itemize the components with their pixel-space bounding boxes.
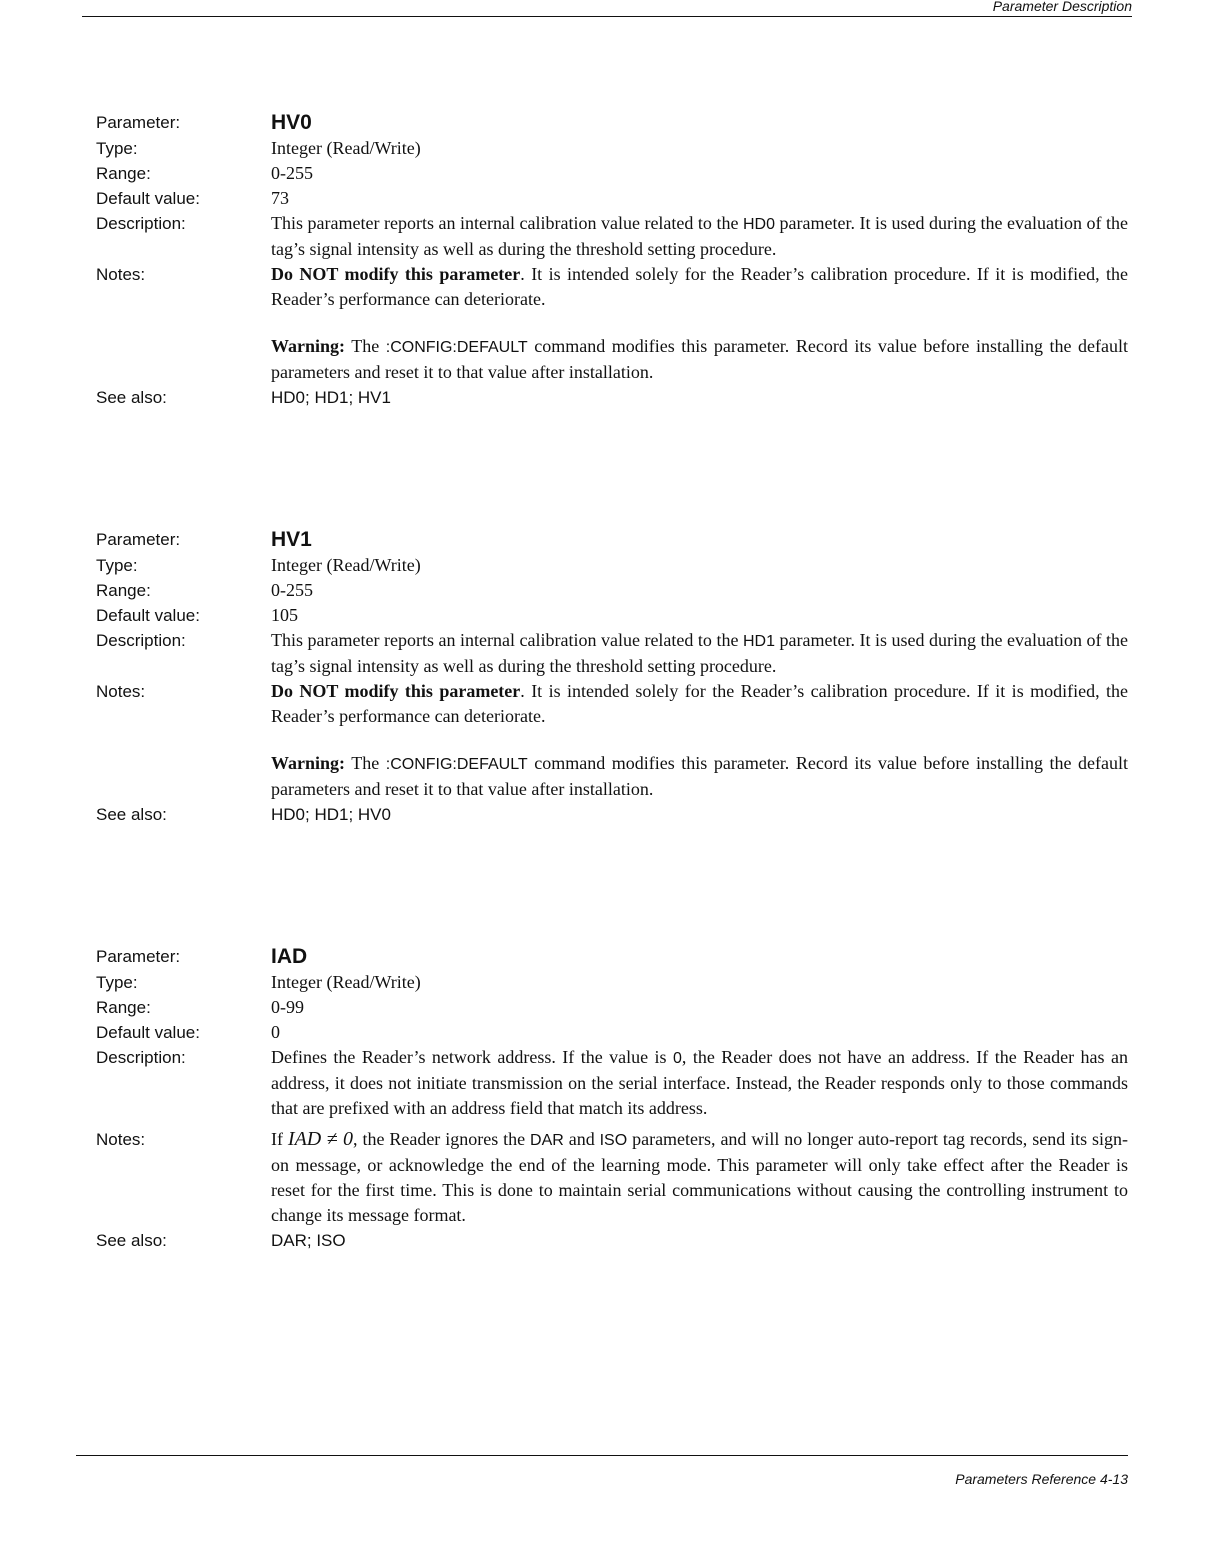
label-description: Description:: [96, 1048, 186, 1067]
parameter-block-hv1: [96, 527, 1128, 827]
label-range: Range:: [96, 581, 151, 600]
label-notes: Notes:: [96, 265, 146, 284]
parameter-description: This parameter reports an internal calibration value related to the HD0 parameter. It is used during the evaluation of the tag’s signal intensity as well as during the threshold setting procedure.: [271, 213, 1128, 259]
parameter-type: Integer (Read/Write): [271, 972, 421, 992]
label-default: Default value:: [96, 606, 200, 625]
label-range: Range:: [96, 164, 151, 183]
parameter-default: 0: [271, 1022, 280, 1042]
parameter-type: Integer (Read/Write): [271, 555, 421, 575]
label-type: Type:: [96, 139, 138, 158]
label-parameter: Parameter:: [96, 947, 181, 966]
parameter-see-also: HD0; HD1; HV0: [271, 805, 391, 824]
page-header-title: Parameter Description: [992, 0, 1132, 14]
parameter-description: This parameter reports an internal calibration value related to the HD1 parameter. It is used during the evaluation of the tag’s signal intensity as well as during the threshold setting procedure.: [271, 630, 1128, 676]
parameter-description: Defines the Reader’s network address. If the value is 0, the Reader does not have an address. If the Reader has an address, it does not initiate transmission on the serial interface. Instead, the Reader responds only to those commands that are prefixed with an address field that match its address.: [271, 1047, 1128, 1118]
label-type: Type:: [96, 973, 138, 992]
parameter-name: HV1: [271, 528, 312, 551]
label-parameter: Parameter:: [96, 530, 181, 549]
parameter-notes: If IAD ≠ 0, the Reader ignores the DAR and ISO parameters, and will no longer auto-report tag records, send its sign-on message, or acknowledge the end of the learning mode. This parameter will only take effect after the Reader is reset for the first time. This is done to maintain serial communications without causing the controlling instrument to change its message format.: [271, 1128, 1129, 1225]
footer-rule: [76, 1455, 1128, 1456]
parameter-block-hv0: [96, 110, 1128, 410]
label-description: Description:: [96, 214, 186, 233]
header-rule: [82, 16, 1132, 17]
parameter-range: 0-255: [271, 163, 313, 183]
label-default: Default value:: [96, 1023, 200, 1042]
parameter-default: 105: [271, 605, 298, 625]
parameter-warning: Warning: The :CONFIG:DEFAULT command modifies this parameter. Record its value before installing the default parameters and reset it to that value after installation.: [271, 753, 1128, 799]
parameter-range: 0-99: [271, 997, 304, 1017]
label-see-also: See also:: [96, 1231, 167, 1250]
label-default: Default value:: [96, 189, 200, 208]
parameter-name: IAD: [271, 945, 308, 968]
parameter-block-iad: [96, 944, 1128, 1253]
parameter-warning: Warning: The :CONFIG:DEFAULT command modifies this parameter. Record its value before installing the default parameters and reset it to that value after installation.: [271, 336, 1128, 382]
label-see-also: See also:: [96, 388, 167, 407]
parameter-default: 73: [271, 188, 289, 208]
label-notes: Notes:: [96, 682, 146, 701]
parameter-notes: Do NOT modify this parameter. It is intended solely for the Reader’s calibration procedure. If it is modified, the Reader’s performance can deteriorate.: [271, 681, 1128, 726]
label-description: Description:: [96, 631, 186, 650]
label-range: Range:: [96, 998, 151, 1017]
label-type: Type:: [96, 556, 138, 575]
label-parameter: Parameter:: [96, 113, 181, 132]
label-notes: Notes:: [96, 1130, 146, 1149]
label-see-also: See also:: [96, 805, 167, 824]
page-footer: Parameters Reference 4-13: [955, 1471, 1128, 1487]
parameter-see-also: HD0; HD1; HV1: [271, 388, 391, 407]
parameter-notes: Do NOT modify this parameter. It is intended solely for the Reader’s calibration procedure. If it is modified, the Reader’s performance can deteriorate.: [271, 264, 1128, 309]
parameter-type: Integer (Read/Write): [271, 138, 421, 158]
parameter-name: HV0: [271, 111, 312, 134]
parameter-range: 0-255: [271, 580, 313, 600]
parameter-see-also: DAR; ISO: [271, 1231, 346, 1250]
